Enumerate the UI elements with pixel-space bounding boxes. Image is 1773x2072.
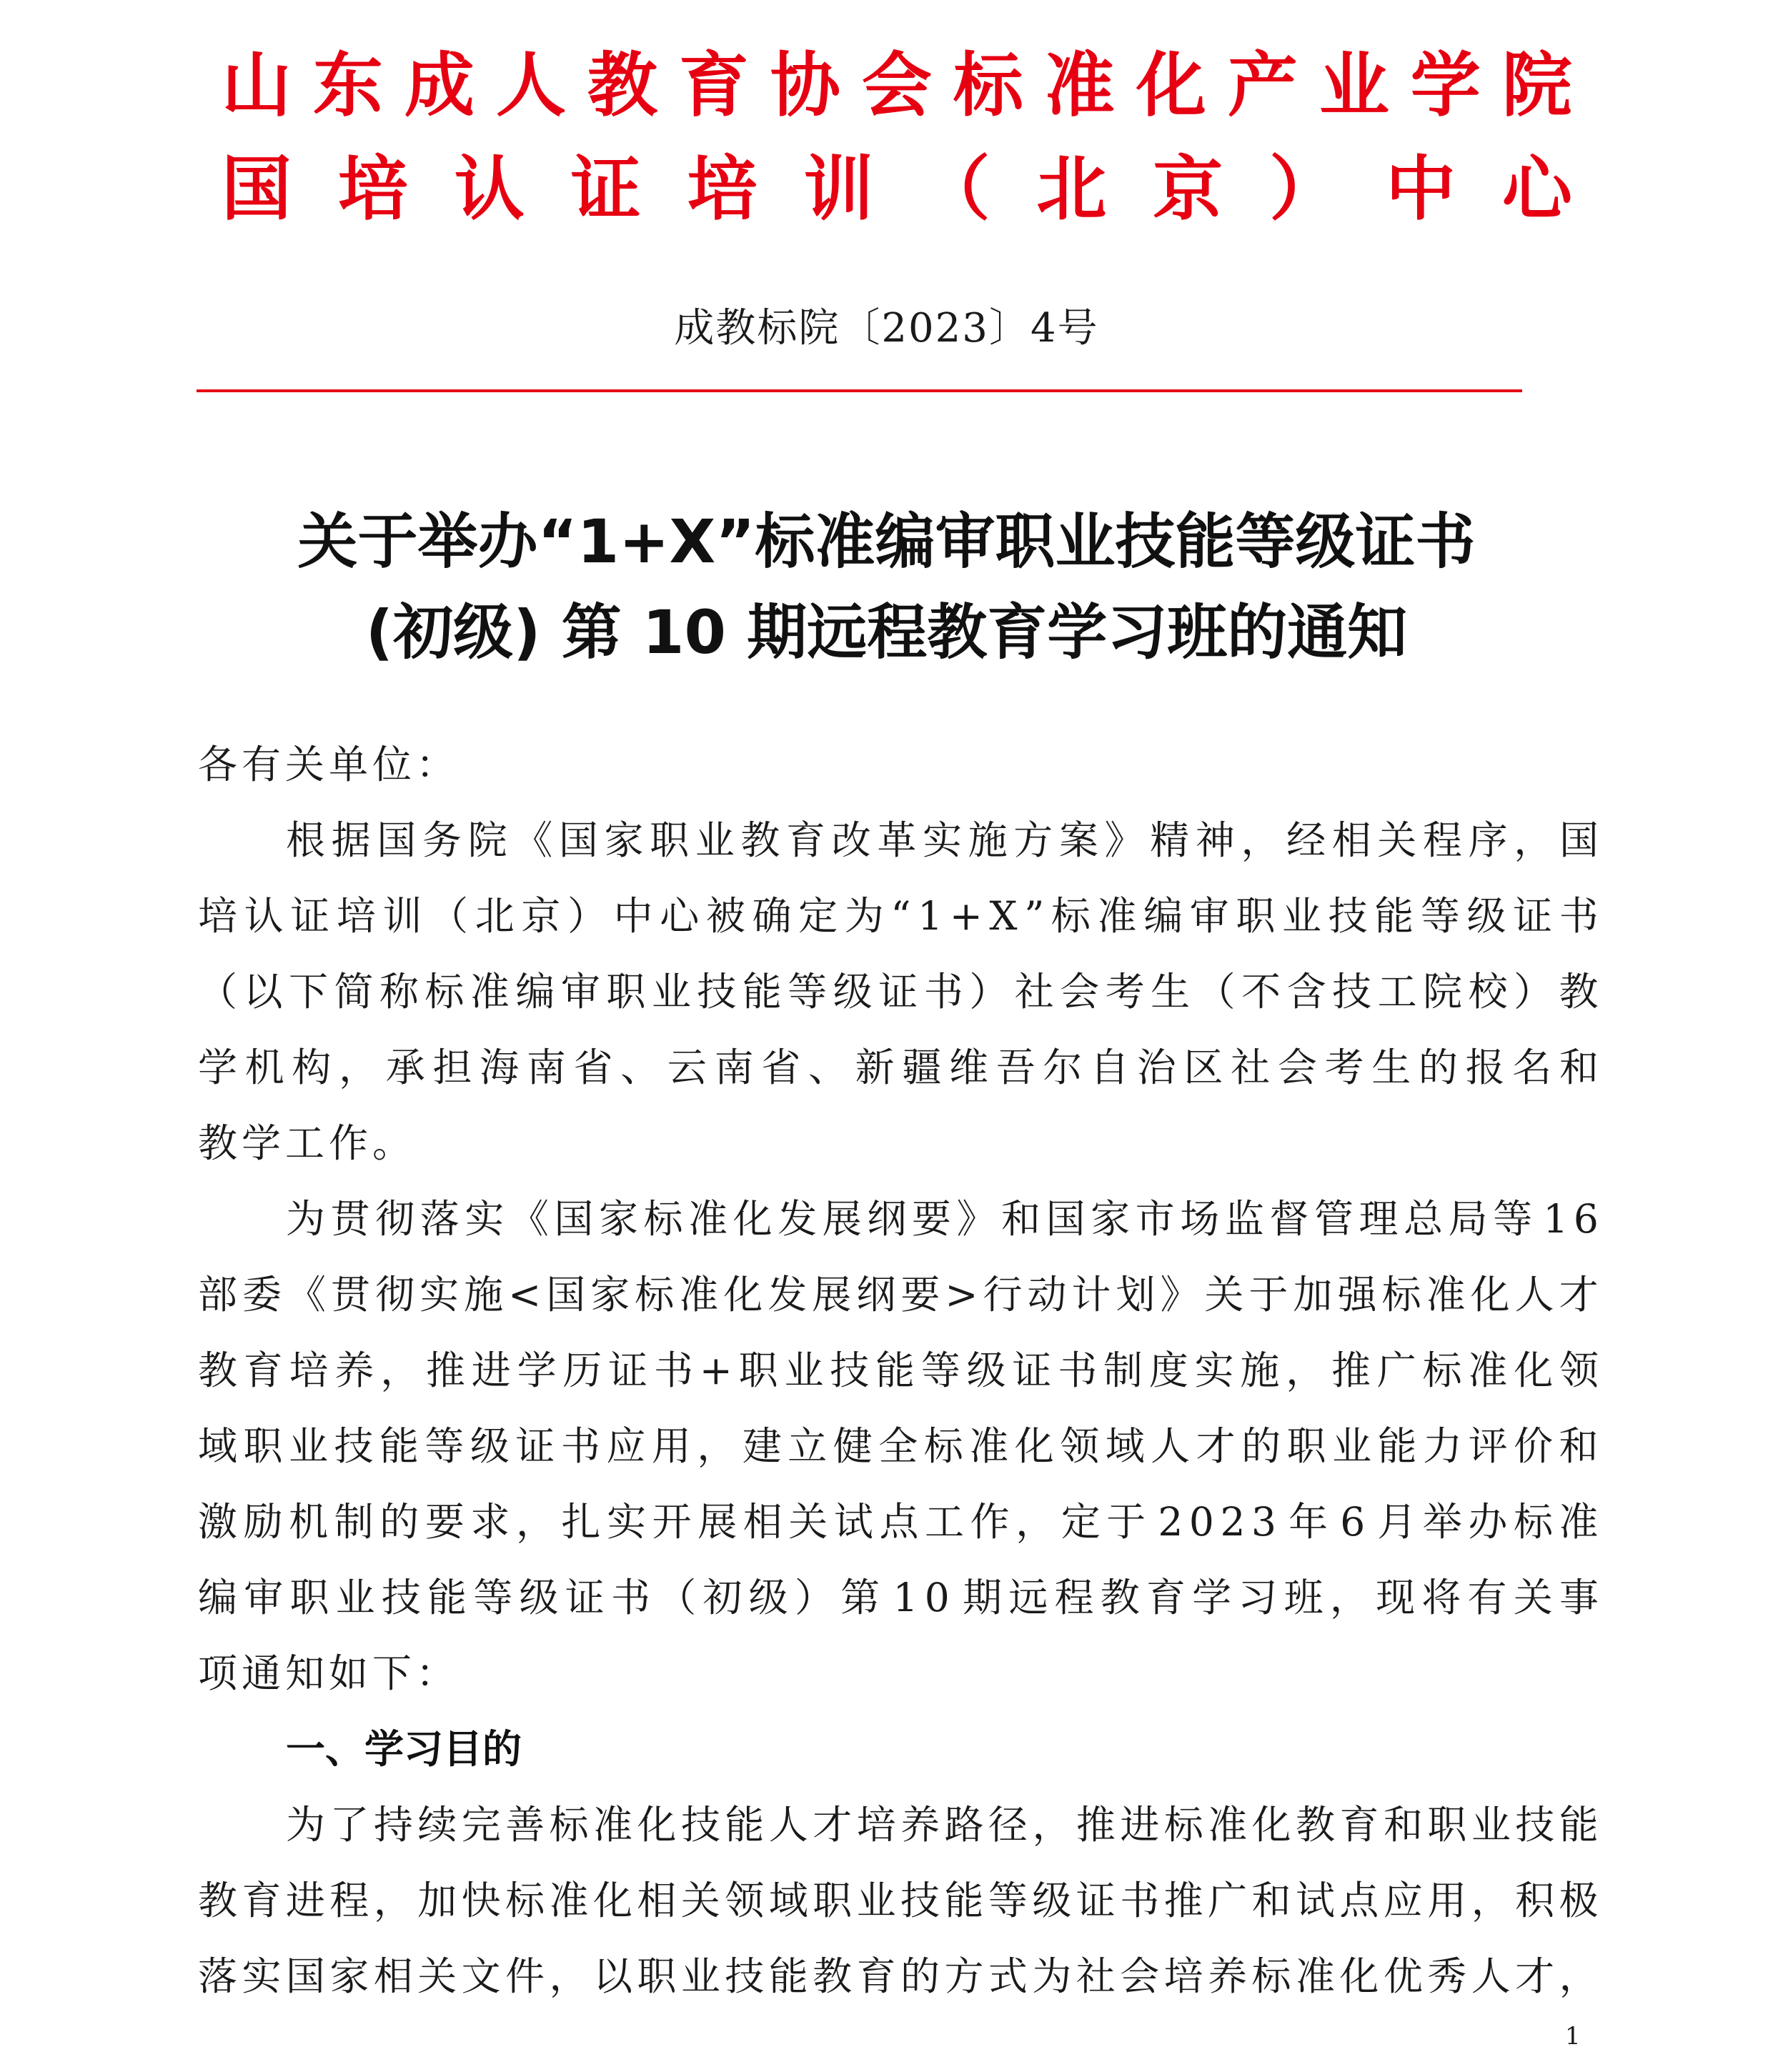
header-char: 证 [570, 149, 641, 230]
header-char: 培 [337, 149, 408, 230]
header-char: 化 [1136, 45, 1206, 126]
header-char: 准 [1044, 45, 1115, 126]
header-char: 成 [404, 45, 475, 126]
paragraph-line: 根 据 国 务 院 《 国 家 职 业 教 育 改 革 实 施 方 案 》 精 神 ， 经 相 关 程 序 ， 国 [286, 817, 1599, 863]
paragraph-line: 项通知如下： [198, 1650, 460, 1696]
section-heading: 一、学习目的 [286, 1726, 522, 1772]
salutation: 各有关单位： [198, 742, 460, 787]
header-char: 心 [1501, 149, 1572, 230]
header-char: 学 [1410, 45, 1481, 126]
paragraph-line: （ 以 下 简 称 标 准 编 审 职 业 技 能 等 级 证 书 ） 社 会 考 生 （ 不 含 技 工 院 校 ） 教 [198, 969, 1599, 1015]
document-number: 成教标院〔2023〕4号 [674, 305, 1099, 352]
paragraph-line: 激 励 机 制 的 要 求 ， 扎 实 开 展 相 关 试 点 工 作 ， 定 于 2 0 2 3 年 6 月 举 办 标 准 [198, 1499, 1599, 1545]
document-title-line-1: 关于举办“1+X”标准编审职业技能等级证书 [297, 507, 1476, 577]
header-char: 业 [1318, 45, 1389, 126]
header-char: 东 [312, 45, 383, 126]
header-char: 国 [222, 149, 292, 230]
paragraph-line: 落 实 国 家 相 关 文 件 ， 以 职 业 技 能 教 育 的 方 式 为 社 会 培 养 标 准 化 优 秀 人 才 ， [198, 1953, 1599, 1999]
header-char: 京 [1153, 149, 1223, 230]
paragraph-line: 培 认 证 培 训 （ 北 京 ） 中 心 被 确 定 为 “ 1 + X ” 标 准 编 审 职 业 技 能 等 级 证 书 [198, 893, 1599, 939]
header-char: 培 [687, 149, 758, 230]
header-char: 协 [770, 45, 840, 126]
header-char: 育 [678, 45, 749, 126]
header-char: 认 [454, 149, 525, 230]
header-char: 院 [1501, 45, 1572, 126]
paragraph-line: 学 机 构 ， 承 担 海 南 省 、 云 南 省 、 新 疆 维 吾 尔 自 治 区 社 会 考 生 的 报 名 和 [198, 1045, 1599, 1090]
header-char: 人 [495, 45, 566, 126]
issuer-name-line-1 [222, 43, 1572, 129]
header-char: 会 [861, 45, 932, 126]
paragraph-line: 教学工作。 [198, 1120, 417, 1166]
paragraph-line: 为 贯 彻 落 实 《 国 家 标 准 化 发 展 纲 要 》 和 国 家 市 场 监 督 管 理 总 局 等 1 6 [286, 1196, 1599, 1242]
paragraph-line: 为 了 持 续 完 善 标 准 化 技 能 人 才 培 养 路 径 ， 推 进 标 准 化 教 育 和 职 业 技 能 [286, 1802, 1599, 1848]
header-char: 教 [587, 45, 657, 126]
paragraph-line: 编 审 职 业 技 能 等 级 证 书 （ 初 级 ） 第 1 0 期 远 程 教 育 学 习 班 ， 现 将 有 关 事 [198, 1575, 1599, 1620]
paragraph-line: 教 育 培 养 ， 推 进 学 历 证 书 + 职 业 技 能 等 级 证 书 制 度 实 施 ， 推 广 标 准 化 领 [198, 1348, 1599, 1393]
header-char: ） [1269, 149, 1340, 230]
page-number: 1 [1565, 2022, 1581, 2051]
header-char: 标 [953, 45, 1023, 126]
header-char: 训 [803, 149, 874, 230]
header-char: 北 [1036, 149, 1107, 230]
paragraph-line: 部 委 《 贯 彻 实 施 < 国 家 标 准 化 发 展 纲 要 > 行 动 计 划 》 关 于 加 强 标 准 化 人 才 [198, 1272, 1599, 1318]
header-char: 产 [1227, 45, 1298, 126]
paragraph-line: 域 职 业 技 能 等 级 证 书 应 用 ， 建 立 健 全 标 准 化 领 域 人 才 的 职 业 能 力 评 价 和 [198, 1423, 1599, 1469]
red-divider [197, 389, 1522, 392]
header-char: （ [920, 149, 990, 230]
paragraph-line: 教 育 进 程 ， 加 快 标 准 化 相 关 领 域 职 业 技 能 等 级 证 书 推 广 和 试 点 应 用 ， 积 极 [198, 1878, 1599, 1923]
header-char: 中 [1386, 149, 1456, 230]
header-char: 山 [222, 45, 292, 126]
issuer-name-line-2 [222, 146, 1572, 232]
document-title-line-2: (初级) 第 10 期远程教育学习班的通知 [365, 597, 1408, 667]
